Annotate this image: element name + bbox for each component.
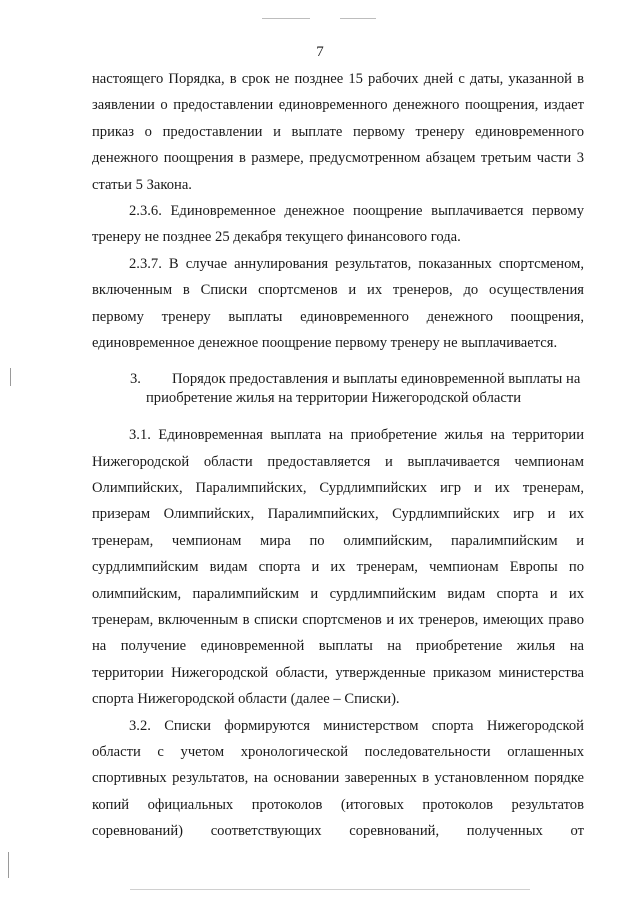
text-line: Нижегородской области предоставляется и выплачивается чемпионам — [92, 453, 584, 470]
scan-artifact-bottom — [130, 889, 530, 890]
text-line: 3.1. Единовременная выплата на приобретение жилья на территории — [129, 427, 584, 444]
text-line: первому тренеру выплаты единовременного денежного поощрения, — [92, 308, 584, 325]
text-line: 2.3.7. В случае аннулирования результатов, показанных спортсменом, — [129, 255, 584, 272]
margin-mark-left — [10, 368, 11, 386]
section-heading-3 — [92, 370, 584, 408]
paragraph-2-3-7 — [92, 251, 584, 357]
text-line: призерам Олимпийских, Паралимпийских, Сурдлимпийских игр и их — [92, 506, 584, 523]
text-line: спортивных результатов, на основании заверенных в установленном порядке — [92, 770, 584, 787]
text-line: тренерам, чемпионам мира по олимпийским, паралимпийским и — [92, 532, 584, 549]
section-title-line: Порядок предоставления и выплаты единовременной выплаты на — [172, 371, 581, 388]
paragraph-continuation — [92, 66, 584, 198]
text-line: на получение единовременной выплаты на приобретение жилья на — [92, 638, 584, 655]
text-line: заявлении о предоставлении единовременного денежного поощрения, издает — [92, 97, 584, 114]
text-line: олимпийским, паралимпийским и сурдлимпийским видам спорта и их — [92, 585, 584, 602]
paragraph-2-3-6 — [92, 198, 584, 251]
section-title-line: приобретение жилья на территории Нижегородской области — [146, 390, 522, 407]
scan-artifact-top — [262, 18, 310, 19]
margin-mark-left-bottom — [8, 852, 9, 878]
text-line: 2.3.6. Единовременное денежное поощрение выплачивается первому — [129, 202, 584, 219]
paragraph-3-1 — [92, 422, 584, 712]
text-line: соревнований) соответствующих соревнований, полученных от — [92, 823, 584, 840]
scan-artifact-top-right — [340, 18, 376, 19]
text-line: статьи 5 Закона. — [92, 176, 192, 193]
text-line: тренеру не позднее 25 декабря текущего финансового года. — [92, 229, 461, 246]
text-line: настоящего Порядка, в срок не позднее 15 рабочих дней с даты, указанной в — [92, 71, 584, 87]
text-line: единовременное денежное поощрение первому тренеру не выплачивается. — [92, 334, 558, 351]
paragraph-3-2 — [92, 713, 584, 845]
text-line: 3.2. Списки формируются министерством спорта Нижегородской — [129, 717, 584, 734]
text-line: территории Нижегородской области, утвержденные приказом министерства — [92, 664, 584, 681]
text-line: Олимпийских, Паралимпийских, Сурдлимпийских игр и их тренерам, — [92, 480, 584, 497]
text-line: приказ о предоставлении и выплате первому тренеру единовременного — [92, 123, 584, 140]
text-line: включенным в Списки спортсменов и их тренеров, до осуществления — [92, 282, 584, 299]
page-number: 7 — [316, 44, 324, 60]
text-line: сурдлимпийским видам спорта и их тренерам, чемпионам Европы по — [92, 559, 584, 576]
text-line: тренерам, включенным в списки спортсменов и их тренеров, имеющих право — [92, 612, 584, 629]
text-line: области с учетом хронологической последовательности оглашенных — [92, 743, 584, 760]
text-line: спорта Нижегородской области (далее – Списки). — [92, 691, 400, 708]
document-body — [92, 66, 584, 845]
text-line: копий официальных протоколов (итоговых протоколов результатов — [92, 796, 584, 813]
text-line: денежного поощрения в размере, предусмотренном абзацем третьим части 3 — [92, 150, 584, 167]
section-number: 3. — [130, 371, 141, 388]
